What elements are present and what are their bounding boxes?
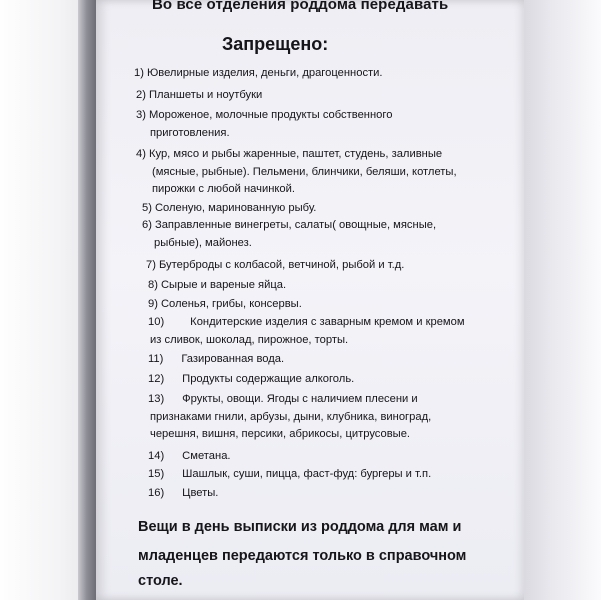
notice-sheet [96,0,524,600]
list-item-number: 6) [142,219,152,231]
list-item-text: Соленья, грибы, консервы. [160,298,302,310]
list-item [148,449,231,463]
list-item [142,218,436,232]
list-item-text: Соленую, маринованную рыбу. [154,202,317,214]
notice-title: Во все отделения роддома передавать [152,0,449,13]
list-item [148,315,465,329]
list-item [148,372,354,386]
wall-right [521,0,601,600]
list-item-text: Газированная вода. [181,353,285,365]
list-item-number: 3) [136,109,146,121]
list-item-number: 7) [146,259,156,271]
list-item-continuation: (мясные, рыбные). Пельмени, блинчики, беляши, котлеты, [152,165,457,178]
list-item [136,88,262,102]
list-item-text: Фрукты, овощи. Ягоды с наличием плесени и [182,393,418,405]
list-item-text: Сметана. [182,450,231,462]
list-item-number: 16) [148,487,165,499]
list-item-number: 10) [148,316,165,328]
list-item-continuation: черешня, вишня, персики, абрикосы, цитрусовые. [150,428,411,441]
list-item [136,147,442,161]
list-item-text: Шашлык, суши, пицца, фаст-фуд: бургеры и т.п. [182,468,432,480]
footer-line: Вещи в день выписки из роддома для мам и [138,519,462,535]
list-item-number: 8) [148,279,158,291]
footer-line: столе. [138,573,183,589]
list-item-number: 13) [148,393,165,405]
list-item-number: 4) [136,148,146,160]
list-item-continuation: рыбные), майонез. [154,236,252,249]
list-item [148,467,431,481]
list-item [148,297,302,311]
list-item-number: 14) [148,450,165,462]
list-item [148,352,284,366]
list-item-number: 2) [136,89,146,101]
list-item-continuation: приготовления. [150,126,230,139]
list-item-text: Сырые и вареные яйца. [160,279,287,291]
list-item [142,201,316,215]
list-item-text: Заправленные винегреты, салаты( овощные, мясные, [154,219,437,231]
list-item-number: 5) [142,202,152,214]
list-item-number: 9) [148,298,158,310]
list-item [136,108,392,122]
list-item [146,258,404,272]
list-item-text: Цветы. [182,487,219,499]
list-item [148,486,218,500]
list-item-text: Кур, мясо и рыбы жаренные, паштет, студень, заливные [148,148,443,160]
list-item-text: Бутерброды с колбасой, ветчиной, рыбой и т.д. [158,259,405,271]
list-item-continuation: пирожки с любой начинкой. [152,183,295,196]
list-item [134,66,383,80]
list-item-number: 12) [148,373,165,385]
list-item-continuation: из сливок, шоколад, пирожное, торты. [150,333,349,346]
list-item-text: Ювелирные изделия, деньги, драгоценности. [146,67,383,79]
list-item-number: 1) [134,67,144,79]
list-item-text: Планшеты и ноутбуки [148,89,263,101]
list-item-number: 11) [148,353,164,365]
list-item [148,278,286,292]
list-item-text: Мороженое, молочные продукты собственного [148,109,393,121]
list-item [148,392,418,406]
list-item-text: Продукты содержащие алкоголь. [182,373,355,385]
list-item-text: Кондитерские изделия с заварным кремом и кремом [190,316,465,328]
notice-heading: Запрещено: [222,34,329,54]
list-item-continuation: признаками гнили, арбузы, дыни, клубника, виноград, [150,410,432,423]
footer-line: младенцев передаются только в справочном [138,548,467,564]
list-item-number: 15) [148,468,165,480]
